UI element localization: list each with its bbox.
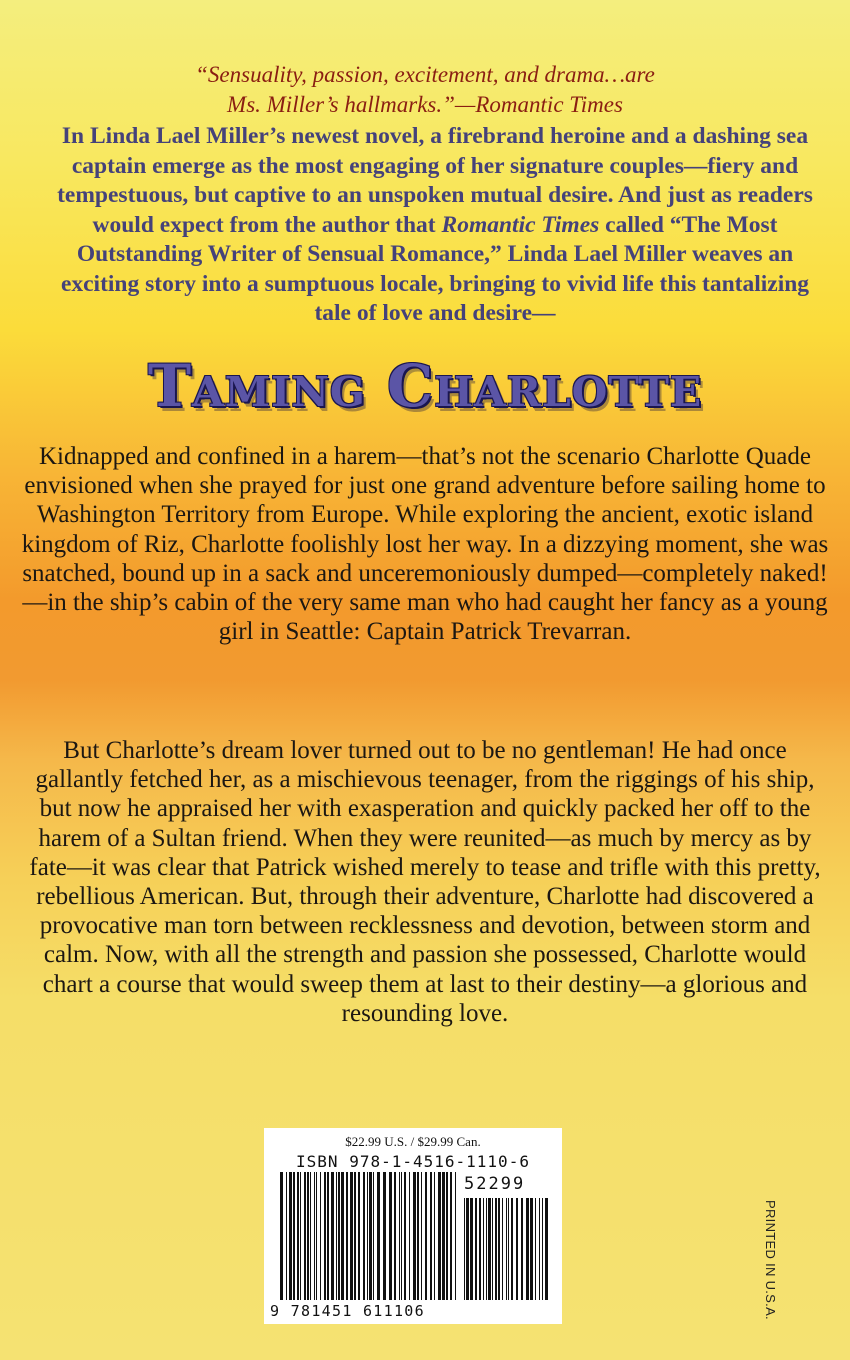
barcode-bar [346,1172,348,1300]
barcode-bar [425,1172,427,1300]
barcode-bar [409,1172,410,1300]
barcode-bar [475,1198,477,1300]
intro-blurb [40,122,830,329]
barcode-bar [442,1172,445,1300]
barcode-box [264,1128,562,1324]
intro-part-2: called “The Most Outstanding Writer of Sensual Romance,” Linda Lael Miller weaves an exciting story into a sumptuous locale, bringing to vivid life this tantalizing tale of love and desire— [60,211,810,326]
quote-line-2 [0,90,850,120]
isbn-label: ISBN 978-1-4516-1110-6 [296,1152,530,1171]
barcode-bar [363,1172,365,1300]
intro-italic: Romantic Times [441,211,600,238]
barcode-bar [293,1172,295,1300]
supplement-digits: 52299 [464,1174,526,1194]
barcode-bar [492,1198,493,1300]
barcode-bar [297,1172,299,1300]
barcode-bar [300,1172,301,1300]
quote-line-1: “Sensuality, passion, excitement, and drama…are [195,62,655,87]
barcode-bar [535,1198,536,1300]
barcode-bar [470,1198,473,1300]
synopsis-paragraph-2: But Charlotte’s dream lover turned out to be no gentleman! He had once gallantly fetched her, as a mischievous teenager, from the riggings of his ship, but now he appraised her with exasperation and quickly packed her off to the harem of a Sultan friend. When they were reunited—as much by mercy as by fate—it was clear that Patrick wished merely to tease and trifle with this pretty, rebellious American. But, through their adventure, Charlotte had discovered a provocative man torn between recklessness and devotion, between storm and calm. Now, with all the strength and passion she possessed, Charlotte would chart a course that would sweep them at last to their destiny—a glorious and resounding love. [29,737,821,1027]
barcode-bar [341,1172,344,1300]
barcode-bar [542,1198,543,1300]
barcode-bar [286,1172,287,1300]
barcode-bar [336,1172,337,1300]
barcode-bar [401,1172,402,1300]
barcode-bar [488,1198,491,1300]
barcode-bar [526,1198,529,1300]
barcode-bar [434,1172,435,1300]
barcode-bar [324,1172,326,1300]
ean-barcode [280,1172,456,1300]
barcode-bar [310,1172,311,1300]
barcode-bar [358,1172,360,1300]
barcode-bar [545,1198,548,1300]
barcode-bar [417,1172,419,1300]
barcode-bar [530,1198,533,1300]
barcode-bar [413,1172,416,1300]
barcode-bar [486,1198,487,1300]
barcode-bar [421,1172,422,1300]
barcode-bar [350,1172,353,1300]
barcode-bar [508,1198,509,1300]
barcode-bar [511,1198,513,1300]
barcode-bar [495,1198,497,1300]
barcode-bar [389,1172,392,1300]
barcode-bar [446,1172,448,1300]
ean-digits: 9 781451 611106 [270,1302,425,1320]
barcode-bar [383,1172,386,1300]
barcode-bar [354,1172,356,1300]
quote-source: Romantic Times [475,92,623,117]
book-title: Taming Charlotte [147,352,703,420]
barcode-bar [394,1172,396,1300]
barcode-bar [539,1198,540,1300]
printed-in-usa: PRINTED IN U.S.A. [763,1200,778,1320]
barcode-bar [331,1172,334,1300]
barcode-bar [498,1198,500,1300]
barcode-bar [466,1198,469,1300]
barcode-bar [320,1172,321,1300]
barcode-bar [450,1172,452,1300]
barcode-bar [314,1172,315,1300]
barcode-bar [404,1172,406,1300]
barcode-bar [338,1172,340,1300]
barcode-bar [438,1172,441,1300]
quote-text: Ms. Miller’s hallmarks.”— [227,92,476,117]
barcode-bar [280,1172,283,1300]
barcode-bar [464,1198,465,1300]
barcode-bar [455,1172,456,1300]
barcode-bar [516,1198,518,1300]
price-label: $22.99 U.S. / $29.99 Can. [345,1134,481,1149]
barcode-bar [304,1172,306,1300]
barcode-bar [316,1172,317,1300]
barcode-bar [289,1172,292,1300]
barcode-bar [377,1172,380,1300]
barcode-bar [479,1198,481,1300]
review-quote [0,60,850,120]
barcode-bar [369,1172,372,1300]
barcode-bar [506,1198,507,1300]
synopsis-paragraph-1: Kidnapped and confined in a harem—that’s not the scenario Charlotte Quade envisioned when she prayed for just one grand adventure before sailing home to Washington Territory from Europe. While exploring the ancient, exotic island kingdom of Riz, Charlotte foolishly lost her way. In a dizzying moment, she was snatched, bound up in a sack and unceremoniously dumped—completely naked!—in the ship’s cabin of the very same man who had caught her fancy as a young girl in Seattle: Captain Patrick Trevarran. [21,443,829,646]
barcode-bar [399,1172,400,1300]
intro-part-1: In Linda Lael Miller’s newest novel, a firebrand heroine and a dashing sea captain emerge as the most engaging of her signature couples—fiery and tempestuous, but captive to an unspoken mutual desire. And just as readers would expect from the author that [57,123,813,238]
supplement-barcode [464,1198,550,1300]
barcode-bar [327,1172,329,1300]
barcode-bar [521,1198,523,1300]
barcode-bar [373,1172,374,1300]
barcode-bar [367,1172,368,1300]
barcode-bar [483,1198,484,1300]
barcode-bar [307,1172,309,1300]
barcode-bar [430,1172,432,1300]
barcode-bar [502,1198,503,1300]
